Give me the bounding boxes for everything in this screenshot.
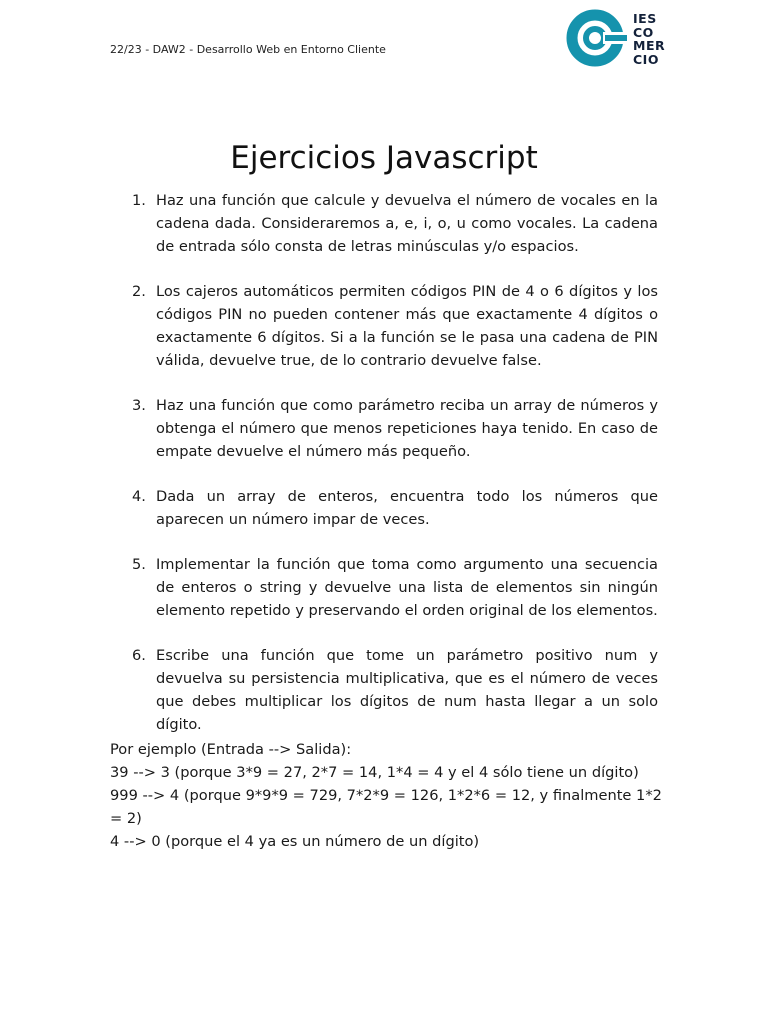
example-line: 4 --> 0 (porque el 4 ya es un número de un dígito) [110,833,480,850]
exercise-item [110,644,658,736]
exercise-text: Los cajeros automáticos permiten códigos PIN de 4 o 6 dígitos y los códigos PIN no pueden contener más que exactamente 4 dígitos o exactamente 6 dígitos. Si a la función se le pasa una cadena de PIN válida, devuelve true, de lo contrario devuelve false. [156,283,658,369]
exercise-number: 2. [132,283,146,300]
exercise-item [110,553,658,622]
exercise-number: 1. [132,192,146,209]
page-title: Ejercicios Javascript [230,140,538,176]
examples-block [110,738,662,853]
course-header: 22/23 - DAW2 - Desarrollo Web en Entorno Cliente [110,43,386,56]
exercise-number: 5. [132,556,146,573]
exercise-number: 6. [132,647,146,664]
school-logo [565,8,675,70]
exercise-text: Escribe una función que tome un parámetro positivo num y devuelva su persistencia multiplicativa, que es el número de veces que debes multiplicar los dígitos de num hasta llegar a un solo dígito. [156,647,658,733]
exercise-number: 4. [132,488,146,505]
exercise-text: Dada un array de enteros, encuentra todo los números que aparecen un número impar de veces. [156,488,658,528]
exercise-text: Haz una función que como parámetro reciba un array de números y obtenga el número que menos repeticiones haya tenido. En caso de empate devuelve el número más pequeño. [156,397,658,460]
logo-mark-icon [565,8,627,68]
exercise-item [110,189,658,258]
exercise-list [110,189,658,758]
exercise-text: Implementar la función que toma como argumento una secuencia de enteros o string y devuelve una lista de elementos sin ningún elemento repetido y preservando el orden original de los elementos. [156,556,658,619]
logo-wordmark: IES CO MER CIO [633,11,666,67]
exercise-number: 3. [132,397,146,414]
exercise-item [110,485,658,531]
exercise-item [110,394,658,463]
exercise-text: Haz una función que calcule y devuelva el número de vocales en la cadena dada. Consideraremos a, e, i, o, u como vocales. La cadena de entrada sólo consta de letras minúsculas y/o espacios. [156,192,658,255]
exercise-item [110,280,658,372]
example-line: 999 --> 4 (porque 9*9*9 = 729, 7*2*9 = 126, 1*2*6 = 12, y finalmente 1*2 = 2) [110,787,662,827]
example-line: 39 --> 3 (porque 3*9 = 27, 2*7 = 14, 1*4 = 4 y el 4 sólo tiene un dígito) [110,764,639,781]
examples-intro: Por ejemplo (Entrada --> Salida): [110,741,352,758]
